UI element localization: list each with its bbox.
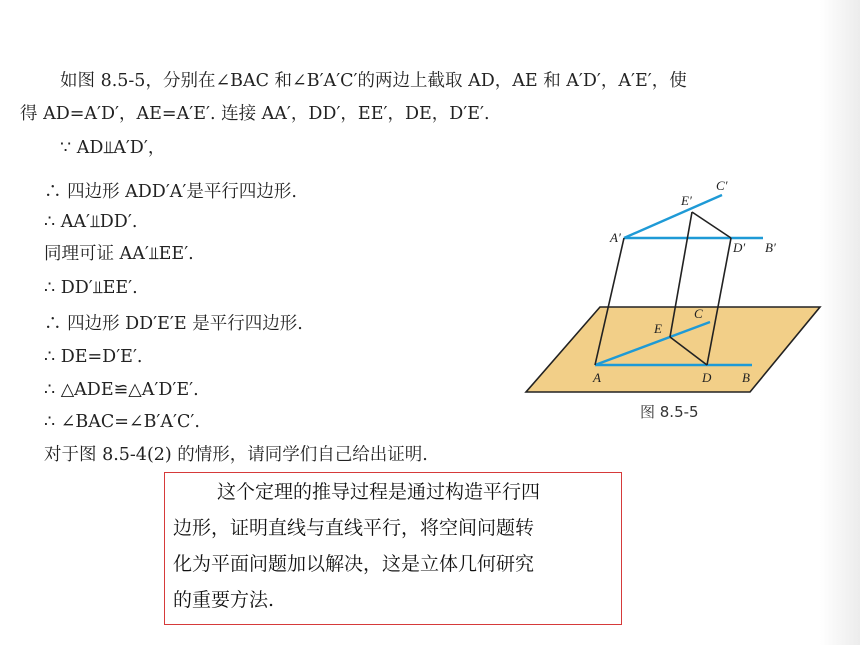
text-line-9: ∴ DE=D′E′. [44, 347, 143, 367]
label-A: A [593, 370, 601, 385]
note-line-3: 化为平面问题加以解决，这是立体几何研究 [173, 553, 535, 575]
note-line-4: 的重要方法. [173, 589, 275, 611]
label-D: D [702, 370, 712, 385]
line-A'C' [624, 195, 722, 238]
text-line-11: ∴ ∠BAC=∠B′A′C′. [44, 412, 200, 432]
note-line-2: 边形，证明直线与直线平行，将空间问题转 [173, 517, 535, 539]
label-B: B [742, 370, 750, 385]
text-line-7: ∴ DD′⫫EE′. [44, 278, 138, 298]
text-line-10: ∴ △ADE≌△A′D′E′. [44, 380, 199, 400]
label-C-prime: C′ [716, 178, 728, 193]
text-line-12: 对于图 8.5-4(2) 的情形，请同学们自己给出证明. [44, 445, 428, 465]
text-line-4: ∴ 四边形 ADD′A′是平行四边形. [44, 182, 297, 202]
figure-caption: 图 8.5-5 [640, 403, 699, 421]
summary-note-box [164, 472, 622, 625]
text-line-6: 同理可证 AA′⫫EE′. [44, 244, 194, 264]
label-B-prime: B′ [765, 240, 776, 255]
label-D-prime: D′ [733, 240, 746, 255]
text-line-5: ∴ AA′⫫DD′. [44, 212, 138, 232]
text-line-3: ∵ AD⫫A′D′， [60, 138, 166, 158]
text-line-8: ∴ 四边形 DD′E′E 是平行四边形. [44, 314, 303, 334]
note-line-1: 这个定理的推导过程是通过构造平行四 [217, 481, 541, 503]
label-A-prime: A′ [610, 230, 621, 245]
label-E: E [654, 321, 662, 336]
geometry-figure [520, 170, 830, 420]
label-C: C [694, 306, 703, 321]
label-E-prime: E′ [681, 193, 692, 208]
text-line-2: 得 AD=A′D′，AE=A′E′. 连接 AA′，DD′，EE′，DE，D′E′. [20, 104, 490, 124]
text-line-1: 如图 8.5-5，分别在∠BAC 和∠B′A′C′的两边上截取 AD，AE 和 A′D′，A′E′，使 [60, 71, 687, 91]
edge-D'E' [692, 212, 731, 238]
